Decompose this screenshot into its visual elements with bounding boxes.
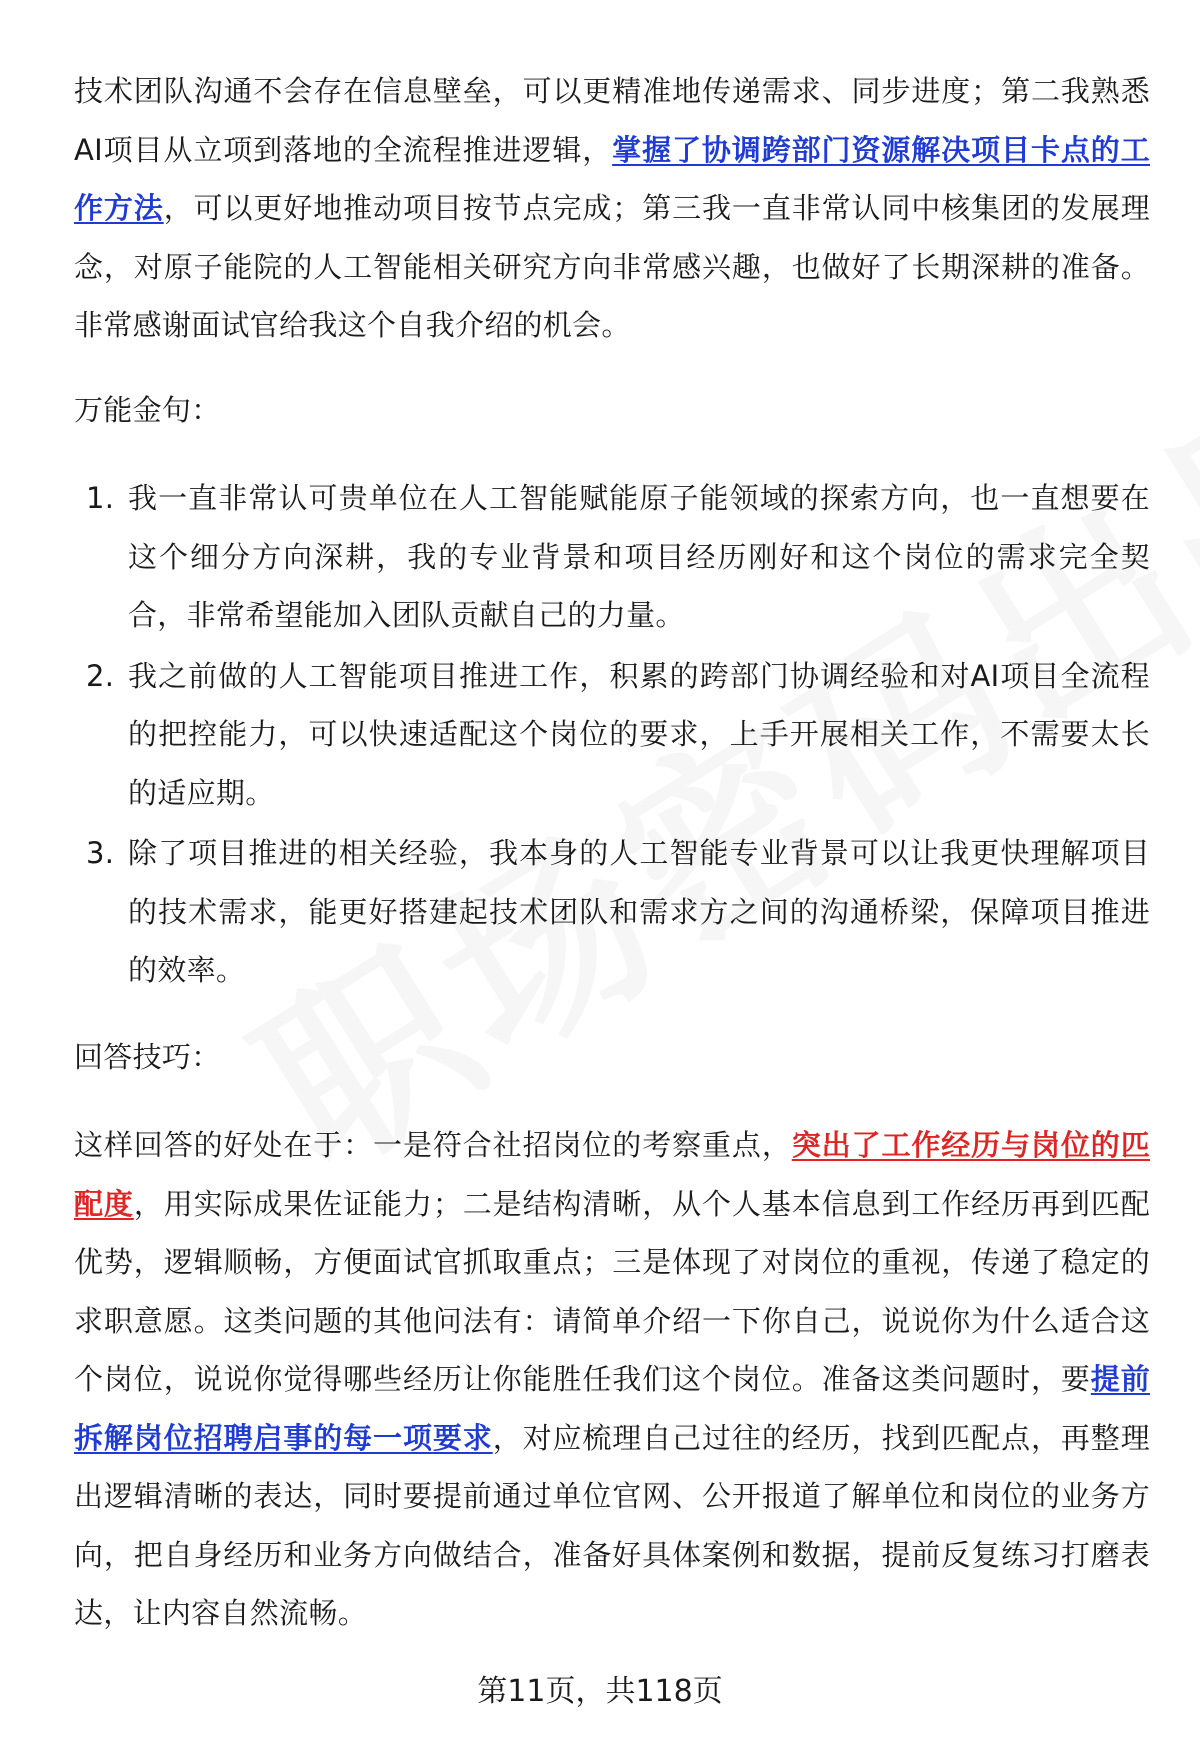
list-item [74,469,1150,645]
list-item-text: 除了项目推进的相关经验，我本身的人工智能专业背景可以让我更快理解项目的技术需求，能更好搭建起技术团队和需求方之间的沟通桥梁，保障项目推进的效率。 [128,836,1150,987]
list-item-text: 我一直非常认可贵单位在人工智能赋能原子能领域的探索方向，也一直想要在这个细分方向深耕，我的专业背景和项目经历刚好和这个岗位的需求完全契合，非常希望能加入团队贡献自己的力量。 [128,481,1150,632]
golden-sentences-label: 万能金句： [74,392,221,427]
tips-text-part3: ，对应梳理自己过往的经历，找到匹配点，再整理出逻辑清晰的表达，同时要提前通过单位官网、公开报道了解单位和岗位的业务方向，把自身经历和业务方向做结合，准备好具体案例和数据，提前反复练习打磨表达，让内容自然流畅。 [74,1420,1151,1630]
list-item-number: 1. [86,481,115,515]
answer-tips-label: 回答技巧： [74,1039,221,1074]
golden-sentences-list [74,469,1150,1000]
intro-text-part1: 技术团队沟通不会存在信息壁垒，可以更精准地传递需求、同步进度；第二我熟悉AI项目从立项到落地的全流程推进逻辑， [74,74,1150,167]
intro-text-part2: ，可以更好地推动项目按节点完成；第三我一直非常认同中核集团的发展理念，对原子能院的人工智能相关研究方向非常感兴趣，也做好了长期深耕的准备。非常感谢面试官给我这个自我介绍的机会。 [74,191,1150,342]
tips-highlight-red: 突出了工作经历与岗位的匹配度 [74,1128,1150,1221]
tips-highlight-blue: 提前拆解岗位招聘启事的每一项要求 [74,1362,1151,1455]
intro-paragraph [74,62,1150,355]
tips-text-part2: ，用实际成果佐证能力；二是结构清晰，从个人基本信息到工作经历再到匹配优势，逻辑顺畅，方便面试官抓取重点；三是体现了对岗位的重视，传递了稳定的求职意愿。这类问题的其他问法有：请简单介绍一下你自己，说说你为什么适合这个岗位，说说你觉得哪些经历让你能胜任我们这个岗位。准备这类问题时，要 [74,1186,1150,1396]
intro-highlight-blue: 掌握了协调跨部门资源解决项目卡点的工作方法 [74,132,1150,225]
tips-text-part1: 这样回答的好处在于：一是符合社招岗位的考察重点， [74,1128,792,1162]
page-number-footer: 第11页，共118页 [477,1674,723,1709]
list-item [74,824,1150,1000]
list-item-text: 我之前做的人工智能项目推进工作，积累的跨部门协调经验和对AI项目全流程的把控能力，可以快速适配这个岗位的要求，上手开展相关工作，不需要太长的适应期。 [128,658,1150,810]
list-item-number: 2. [86,658,115,693]
list-item [74,647,1150,823]
list-item-number: 3. [86,836,115,870]
answer-tips-paragraph [74,1116,1150,1643]
